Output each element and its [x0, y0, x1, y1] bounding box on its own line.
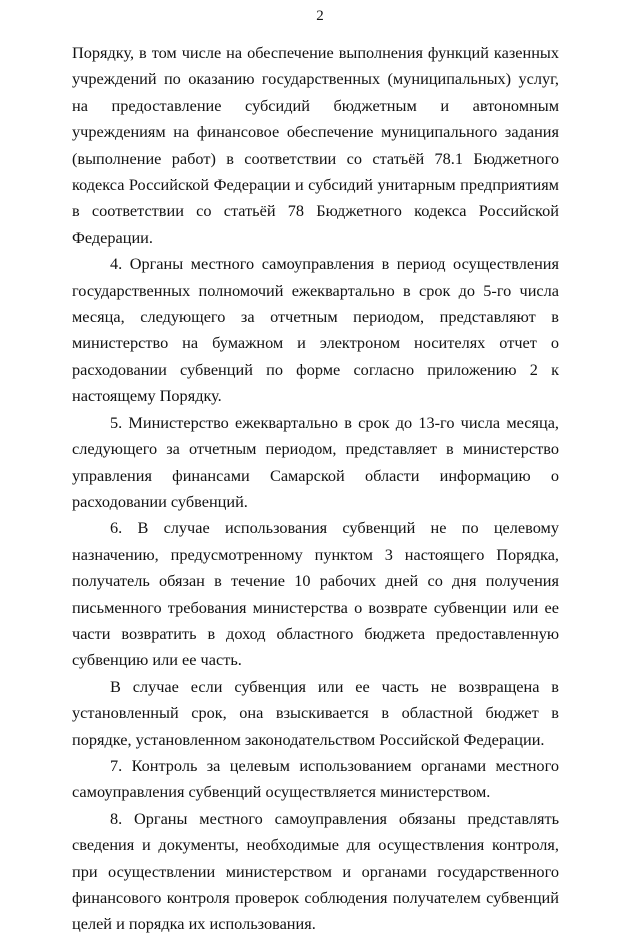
document-body [72, 40, 559, 938]
paragraph-item-4: 4. Органы местного самоуправления в период осуществления государственных полномочий ежеквартально в срок до 5-го числа месяца, следующего за отчетным периодом, представляют в министерство на бумажном и электроном носителях отчет о расходовании субвенций по форме согласно приложению 2 к настоящему Порядку. [72, 254, 559, 406]
paragraph-continuation: Порядку, в том числе на обеспечение выполнения функций казенных учреждений по оказанию государственных (муниципальных) услуг, на предоставление субсидий бюджетным и автономным учреждениям на финансовое обеспечение муниципального задания (выполнение работ) в соответствии со статьёй 78.1 Бюджетного кодекса Российской Федерации и субсидий унитарным предприятиям в соответствии со статьёй 78 Бюджетного кодекса Российской Федерации. [72, 43, 559, 247]
page-number: 2 [316, 8, 324, 24]
paragraph-item-6-continued: В случае если субвенция или ее часть не возвращена в установленный срок, она взыскивается в областной бюджет в порядке, установленном законодательством Российской Федерации. [72, 676, 559, 749]
paragraph-item-5: 5. Министерство ежеквартально в срок до 13-го числа месяца, следующего за отчетным периодом, представляет в министерство управления финансами Самарской области информацию о расходовании субвенций. [72, 412, 559, 511]
paragraph-item-7: 7. Контроль за целевым использованием органами местного самоуправления субвенций осуществляется министерством. [72, 755, 559, 802]
paragraph-item-8: 8. Органы местного самоуправления обязаны представлять сведения и документы, необходимые для осуществления контроля, при осуществлении министерством и органами государственного финансового контроля проверок соблюдения получателем субвенций целей и порядка их использования. [72, 808, 559, 934]
paragraph-item-6: 6. В случае использования субвенций не по целевому назначению, предусмотренному пунктом 3 настоящего Порядка, получатель обязан в течение 10 рабочих дней со дня получения письменного требования министерства о возврате субвенции или ее части возвратить в доход областного бюджета предоставленную субвенцию или ее часть. [72, 518, 559, 670]
